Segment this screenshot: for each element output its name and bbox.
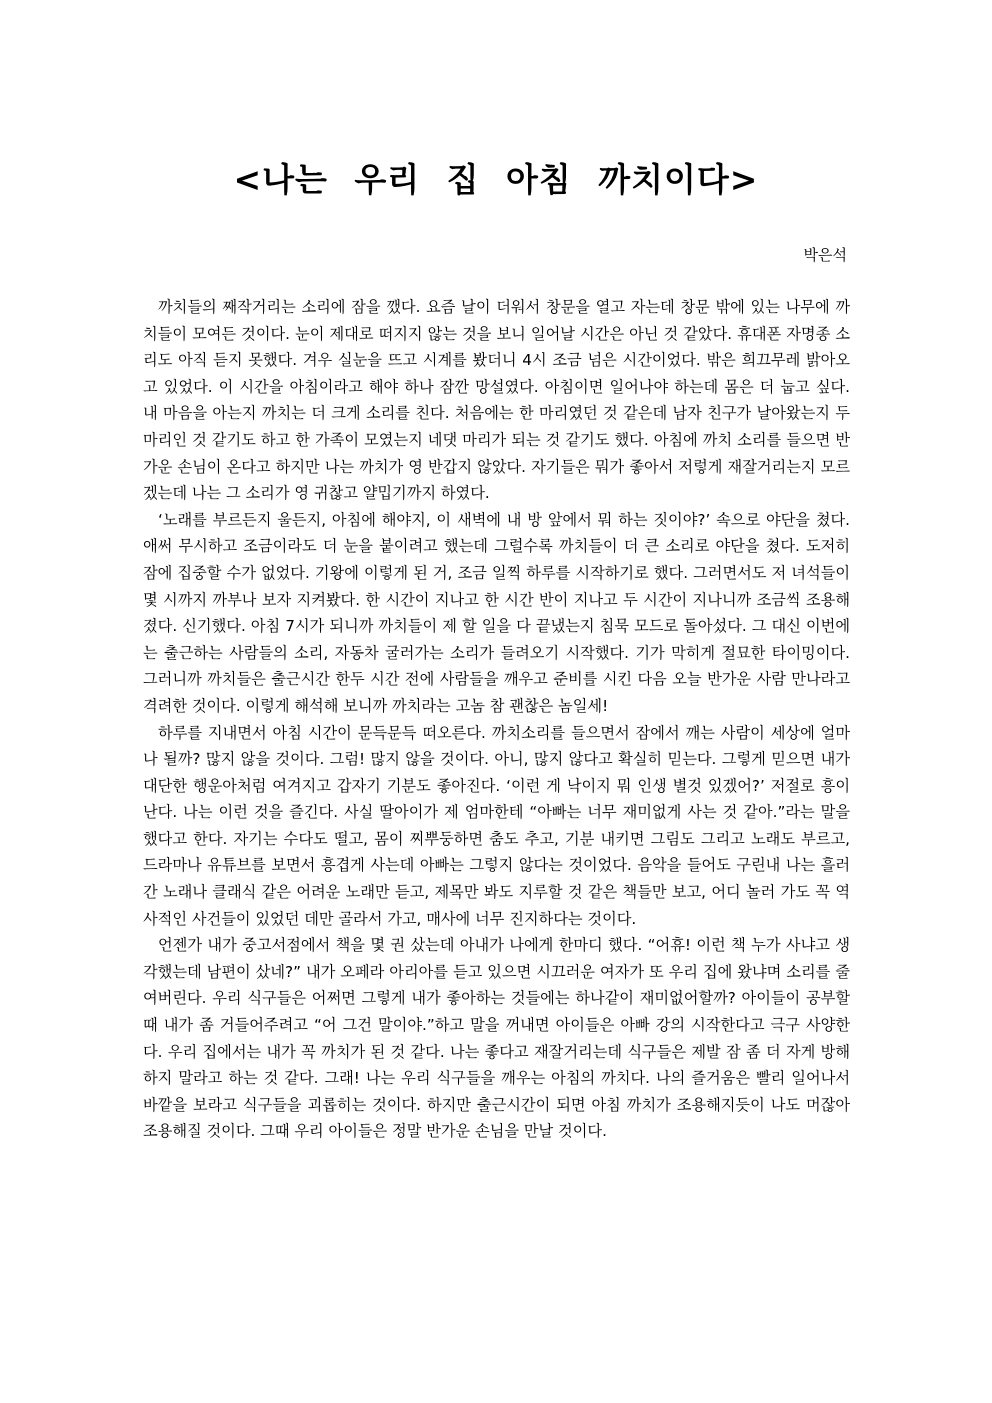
author-name: 박은석	[803, 246, 847, 264]
paragraph: 언젠가 내가 중고서점에서 책을 몇 권 샀는데 아내가 나에게 한마디 했다. “어휴! 이런 책 누가 사냐고 생각했는데 남편이 샀네?” 내가 오페라 아리아를 듣고 있으면 시끄러운 여자가 또 우리 집에 왔냐며 소리를 줄여버린다. 우리 식구들은 어쩌면 그렇게 내가 좋아하는 것들에는 하나같이 재미없어할까? 아이들이 공부할 때 내가 좀 거들어주려고 “어 그건 말이야.”하고 말을 꺼내면 아이들은 아빠 강의 시작한다고 극구 사양한다. 우리 집에서는 내가 꼭 까치가 된 것 같다. 나는 좋다고 재잘거리는데 식구들은 제발 잠 좀 더 자게 방해하지 말라고 하는 것 같다. 그래! 나는 우리 식구들을 깨우는 아침의 까치다. 나의 즐거움은 빨리 일어나서 바깥을 보라고 식구들을 괴롭히는 것이다. 하지만 출근시간이 되면 아침 까치가 조용해지듯이 나도 머잖아 조용해질 것이다. 그때 우리 아이들은 정말 반가운 손님을 만날 것이다.	[143, 936, 850, 1141]
paragraph: ‘노래를 부르든지 울든지, 아침에 해야지, 이 새벽에 내 방 앞에서 뭐 하는 짓이야?’ 속으로 야단을 쳤다. 애써 무시하고 조금이라도 더 눈을 붙이려고 했는데 그럴수록 까치들이 더 큰 소리로 야단을 쳤다. 도저히 잠에 집중할 수가 없었다. 기왕에 이렇게 된 거, 조금 일찍 하루를 시작하기로 했다. 그러면서도 저 녀석들이 몇 시까지 까부나 보자 지켜봤다. 한 시간이 지나고 한 시간 반이 지나고 두 시간이 지나니까 조금씩 조용해졌다. 신기했다. 아침 7시가 되니까 까치들이 제 할 일을 다 끝냈는지 침묵 모드로 돌아섰다. 그 대신 이번에는 출근하는 사람들의 소리, 자동차 굴러가는 소리가 들려오기 시작했다. 기가 막히게 절묘한 타이밍이다. 그러니까 까치들은 출근시간 한두 시간 전에 사람들을 깨우고 준비를 시킨 다음 오늘 반가운 사람 만나라고 격려한 것이다. 이렇게 해석해 보니까 까치라는 고놈 참 괜찮은 놈일세!	[143, 510, 850, 715]
essay-title: <나는 우리 집 아침 까치이다>	[233, 160, 759, 199]
paragraph: 하루를 지내면서 아침 시간이 문득문득 떠오른다. 까치소리를 들으면서 잠에서 깨는 사람이 세상에 얼마나 될까? 많지 않을 것이다. 그럼! 많지 않을 것이다. 아니, 많지 않다고 확실히 믿는다. 그렇게 믿으면 내가 대단한 행운아처럼 여겨지고 갑자기 기분도 좋아진다. ‘이런 게 낙이지 뭐 인생 별것 있겠어?’ 저절로 흥이 난다. 나는 이런 것을 즐긴다. 사실 딸아이가 제 엄마한테 “아빠는 너무 재미없게 사는 것 같아.”라는 말을 했다고 한다. 자기는 수다도 떨고, 몸이 찌뿌둥하면 춤도 추고, 기분 내키면 그림도 그리고 노래도 부르고, 드라마나 유튜브를 보면서 흥겹게 사는데 아빠는 그렇지 않다는 것이었다. 음악을 들어도 구린내 나는 흘러간 노래나 클래식 같은 어려운 노래만 듣고, 제목만 봐도 지루할 것 같은 책들만 보고, 어디 놀러 가도 꼭 역사적인 사건들이 있었던 데만 골라서 가고, 매사에 너무 진지하다는 것이다.	[143, 723, 850, 928]
paragraph: 까치들의 째작거리는 소리에 잠을 깼다. 요즘 날이 더워서 창문을 열고 자는데 창문 밖에 있는 나무에 까치들이 모여든 것이다. 눈이 제대로 떠지지 않는 것을 보니 일어날 시간은 아닌 것 같았다. 휴대폰 자명종 소리도 아직 듣지 못했다. 겨우 실눈을 뜨고 시계를 봤더니 4시 조금 넘은 시간이었다. 밖은 희끄무레 밝아오고 있었다. 이 시간을 아침이라고 해야 하나 잠깐 망설였다. 아침이면 일어나야 하는데 몸은 더 눕고 싶다. 내 마음을 아는지 까치는 더 크게 소리를 친다. 처음에는 한 마리였던 것 같은데 남자 친구가 날아왔는지 두 마리인 것 같기도 하고 한 가족이 모였는지 네댓 마리가 되는 것 같기도 했다. 아침에 까치 소리를 들으면 반가운 손님이 온다고 하지만 나는 까치가 영 반갑지 않았다. 자기들은 뭐가 좋아서 저렇게 재잘거리는지 모르겠는데 나는 그 소리가 영 귀찮고 얄밉기까지 하였다.	[143, 298, 850, 503]
essay-body	[143, 294, 850, 1145]
